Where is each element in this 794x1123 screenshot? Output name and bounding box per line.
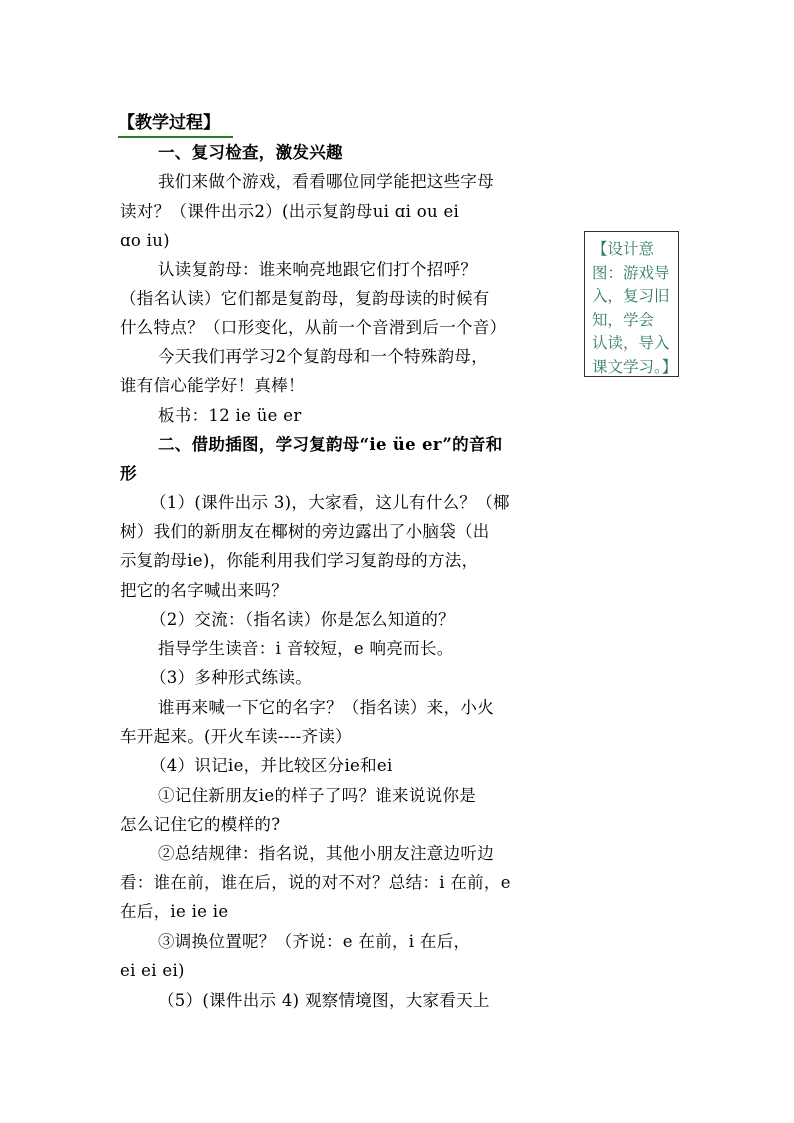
paragraph-line: ɑo iu) bbox=[120, 231, 170, 250]
subheading-learn-cont: 形 bbox=[120, 464, 137, 483]
paragraph-line: 谁有信心能学好！真棒！ bbox=[120, 376, 305, 395]
paragraph-line: ①记住新朋友ie的样子了吗？谁来说说你是 bbox=[158, 786, 477, 805]
paragraph-line: 读对？（课件出示2）(出示复韵母ui ɑi ou ei bbox=[120, 202, 460, 221]
subheading-learn: 二、借助插图，学习复韵母“ie üe er”的音和 bbox=[158, 435, 503, 454]
blackboard-line: 板书：12 ie üe er bbox=[158, 406, 302, 425]
heading-underline bbox=[118, 136, 233, 138]
paragraph-line: 什么特点？（口形变化，从前一个音滑到后一个音） bbox=[120, 318, 507, 337]
paragraph-line: （4）识记ie，并比较区分ie和ei bbox=[150, 756, 393, 775]
paragraph-line: 我们来做个游戏，看看哪位同学能把这些字母 bbox=[158, 172, 494, 191]
section-heading bbox=[118, 112, 220, 134]
section-heading-text: 【教学过程】 bbox=[118, 113, 220, 133]
paragraph-line: 今天我们再学习2个复韵母和一个特殊韵母， bbox=[158, 347, 488, 366]
note-line: 课文学习。】 bbox=[592, 357, 678, 376]
paragraph-line: 怎么记住它的模样的? bbox=[120, 815, 281, 834]
paragraph-line: 树）我们的新朋友在椰树的旁边露出了小脑袋（出 bbox=[120, 522, 490, 541]
paragraph-line: 谁再来喊一下它的名字？（指名读）来，小火 bbox=[158, 698, 494, 717]
paragraph-line: （1）(课件出示 3)，大家看，这儿有什么？（椰 bbox=[150, 493, 510, 512]
subheading-review: 一、复习检查，激发兴趣 bbox=[158, 143, 343, 162]
note-line: 【设计意 bbox=[592, 240, 655, 258]
paragraph-line: 车开起来。(开火车读----齐读） bbox=[120, 727, 352, 746]
paragraph-line: （5）(课件出示 4) 观察情境图，大家看天上 bbox=[158, 991, 490, 1010]
paragraph-line: 在后，ie ie ie bbox=[120, 902, 229, 921]
paragraph-line: 认读复韵母：谁来响亮地跟它们打个招呼？ bbox=[158, 260, 478, 279]
paragraph-line: 示复韵母ie)，你能利用我们学习复韵母的方法， bbox=[120, 551, 479, 570]
paragraph-line: ②总结规律：指名说，其他小朋友注意边听边 bbox=[158, 844, 494, 863]
paragraph-line: 把它的名字喊出来吗？ bbox=[120, 581, 288, 600]
paragraph-line: 指导学生读音：i 音较短，e 响亮而长。 bbox=[158, 639, 454, 658]
design-intent-note bbox=[584, 231, 679, 377]
paragraph-line: （指名认读）它们都是复韵母，复韵母读的时候有 bbox=[120, 289, 490, 308]
paragraph-line: （2）交流：（指名读）你是怎么知道的？ bbox=[150, 610, 455, 629]
note-line: 认读，导入 bbox=[592, 334, 670, 352]
note-line: 知，学会 bbox=[592, 310, 655, 329]
paragraph-line: ei ei ei) bbox=[120, 961, 185, 980]
note-line: 入，复习旧 bbox=[592, 287, 670, 305]
paragraph-line: 看：谁在前，谁在后，说的对不对？总结：i 在前，e bbox=[120, 873, 511, 892]
paragraph-line: ③调换位置呢？（齐说：e 在前，i 在后， bbox=[158, 932, 471, 951]
paragraph-line: （3）多种形式练读。 bbox=[150, 668, 312, 687]
note-line: 图：游戏导 bbox=[592, 263, 670, 282]
